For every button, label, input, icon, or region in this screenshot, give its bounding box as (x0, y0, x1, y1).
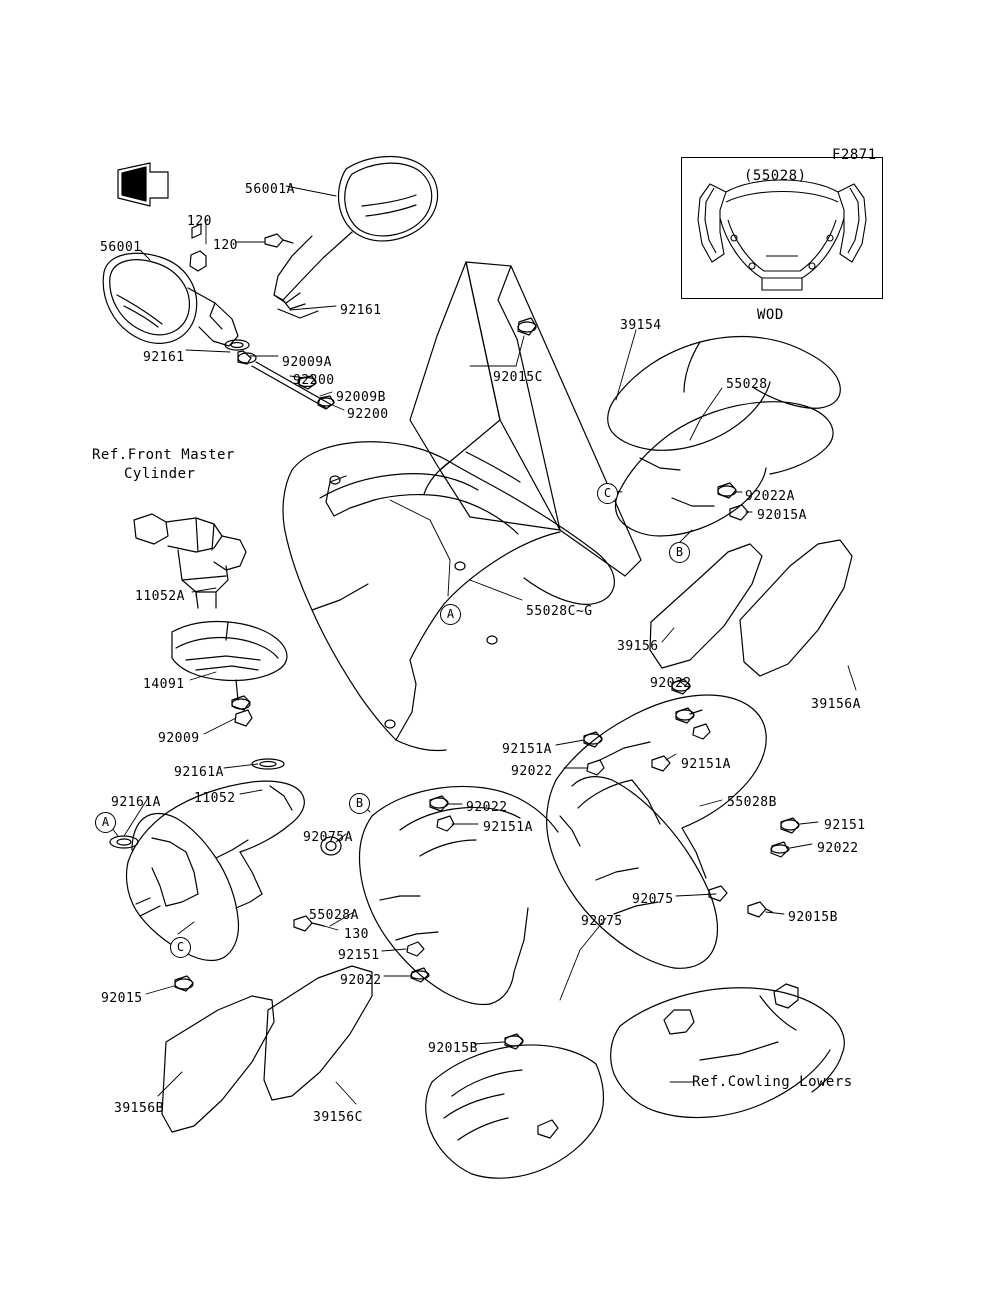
part-callout-11052: 11052 (194, 791, 236, 806)
part-callout-92015b: 92015B (788, 910, 838, 925)
part-callout-92151a: 92151A (502, 742, 552, 757)
part-callout-92161: 92161 (143, 350, 185, 365)
section-mark-a: A (95, 812, 116, 833)
section-mark-c: C (597, 483, 618, 504)
section-mark-b: B (669, 542, 690, 563)
part-callout-92015: 92015 (101, 991, 143, 1006)
part-callout-92022: 92022 (466, 800, 508, 815)
part-callout-14091: 14091 (143, 677, 185, 692)
part-callout-55028a: 55028A (309, 908, 359, 923)
ref-front-master-cylinder-line2: Cylinder (124, 466, 196, 482)
section-mark-a: A (440, 604, 461, 625)
part-callout-92015b: 92015B (428, 1041, 478, 1056)
part-callout-92075: 92075 (632, 892, 674, 907)
part-callout-11052a: 11052A (135, 589, 185, 604)
part-callout-120: 120 (187, 214, 212, 229)
part-callout-92151a: 92151A (681, 757, 731, 772)
part-callout-92009b: 92009B (336, 390, 386, 405)
part-callout-92151a: 92151A (483, 820, 533, 835)
wod-part-number: (55028) (744, 168, 807, 184)
part-callout-39156: 39156 (617, 639, 659, 654)
part-callout-39154: 39154 (620, 318, 662, 333)
part-callout-92161a: 92161A (111, 795, 161, 810)
part-callout-92022: 92022 (511, 764, 553, 779)
part-callout-39156b: 39156B (114, 1101, 164, 1116)
part-callout-92015a: 92015A (757, 508, 807, 523)
part-callout-55028c~g: 55028C~G (526, 604, 593, 619)
part-callout-92161a: 92161A (174, 765, 224, 780)
part-callout-39156a: 39156A (811, 697, 861, 712)
part-callout-92075: 92075 (581, 914, 623, 929)
part-callout-92161: 92161 (340, 303, 382, 318)
part-callout-92200: 92200 (293, 373, 335, 388)
ref-front-master-cylinder-line1: Ref.Front Master (92, 447, 235, 463)
part-callout-39156c: 39156C (313, 1110, 363, 1125)
part-callout-56001a: 56001A (245, 182, 295, 197)
part-callout-56001: 56001 (100, 240, 142, 255)
part-callout-92151: 92151 (824, 818, 866, 833)
part-callout-55028b: 55028B (727, 795, 777, 810)
part-callout-55028: 55028 (726, 377, 768, 392)
part-callout-92022: 92022 (817, 841, 859, 856)
part-callout-130: 130 (344, 927, 369, 942)
part-callout-92022: 92022 (340, 973, 382, 988)
part-callout-92015c: 92015C (493, 370, 543, 385)
part-callout-120: 120 (213, 238, 238, 253)
part-callout-92009a: 92009A (282, 355, 332, 370)
section-mark-c: C (170, 937, 191, 958)
part-callout-92151: 92151 (338, 948, 380, 963)
part-callout-92022: 92022 (650, 676, 692, 691)
part-callout-92200: 92200 (347, 407, 389, 422)
diagram-code: F2871 (832, 147, 877, 163)
part-callout-92009: 92009 (158, 731, 200, 746)
section-mark-b: B (349, 793, 370, 814)
wod-label: WOD (757, 307, 784, 323)
part-callout-92022a: 92022A (745, 489, 795, 504)
part-callout-92075a: 92075A (303, 830, 353, 845)
ref-cowling-lowers: Ref.Cowling Lowers (692, 1074, 853, 1090)
